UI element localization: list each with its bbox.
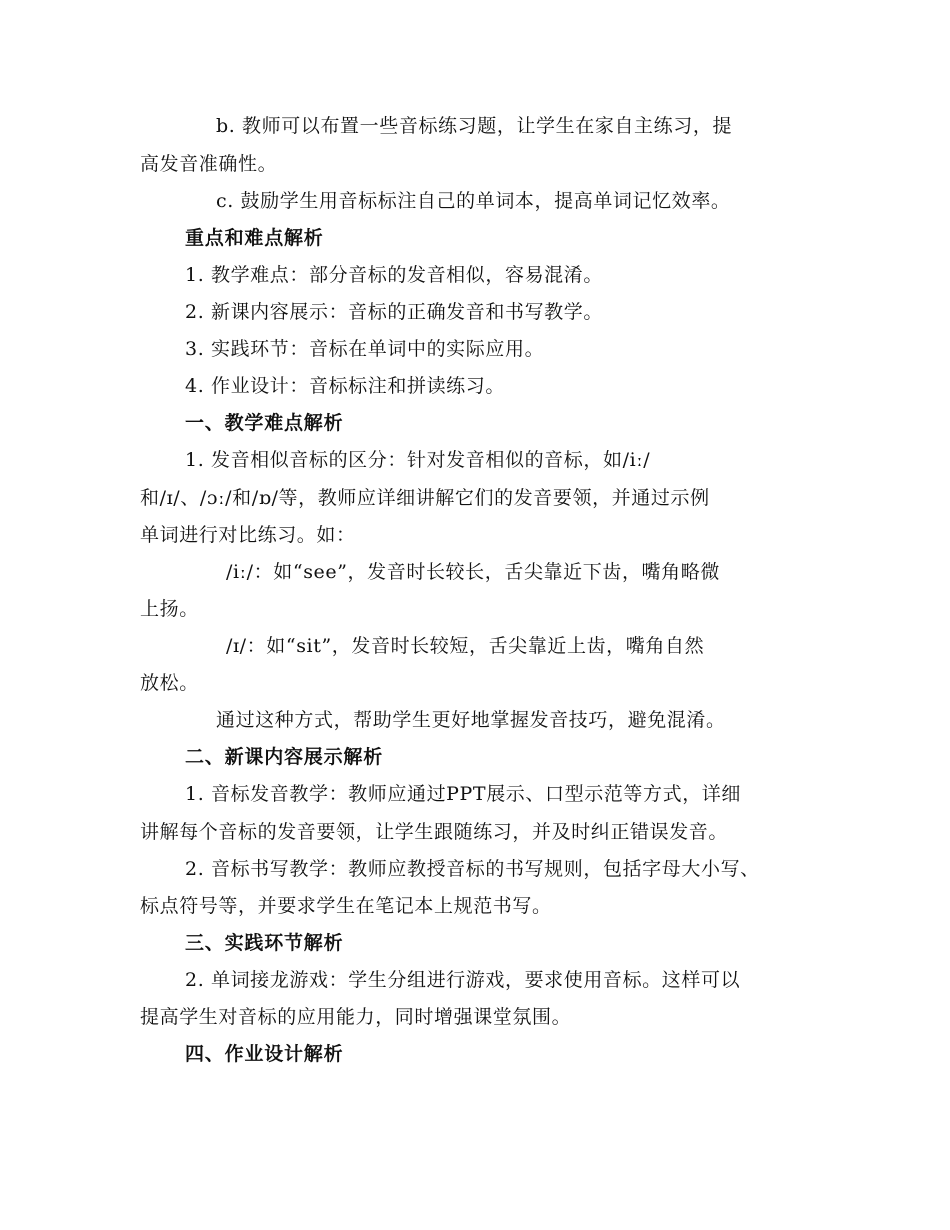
section-2-item-2-line-1: 2. 音标书写教学：教师应教授音标的书写规则，包括字母大小写、 bbox=[185, 858, 760, 880]
section-1-item-1-line-3: 单词进行对比练习。如： bbox=[140, 524, 356, 546]
section-2-item-1-line-2: 讲解每个音标的发音要领，让学生跟随练习，并及时纠正错误发音。 bbox=[140, 821, 729, 843]
section-heading-key-points: 重点和难点解析 bbox=[185, 227, 324, 249]
paragraph-b-line-1: b. 教师可以布置一些音标练习题，让学生在家自主练习，提 bbox=[216, 115, 733, 137]
example-i-line-1: /ɪ/：如“sit”，发音时长较短，舌尖靠近上齿，嘴角自然 bbox=[226, 635, 705, 657]
paragraph-b-line-2: 高发音准确性。 bbox=[140, 153, 278, 175]
example-i-line-2: 放松。 bbox=[140, 672, 199, 694]
section-2-item-2-line-2: 标点符号等，并要求学生在笔记本上规范书写。 bbox=[140, 895, 552, 917]
key-point-2: 2. 新课内容展示：音标的正确发音和书写教学。 bbox=[185, 301, 603, 323]
section-3-item-2-line-2: 提高学生对音标的应用能力，同时增强课堂氛围。 bbox=[140, 1006, 572, 1028]
section-1-item-1-line-1: 1. 发音相似音标的区分：针对发音相似的音标，如/iː/ bbox=[185, 449, 651, 471]
key-point-3: 3. 实践环节：音标在单词中的实际应用。 bbox=[185, 338, 545, 360]
section-heading-1: 一、教学难点解析 bbox=[185, 412, 344, 434]
section-3-item-2-line-1: 2. 单词接龙游戏：学生分组进行游戏，要求使用音标。这样可以 bbox=[185, 969, 741, 991]
key-point-4: 4. 作业设计：音标标注和拼读练习。 bbox=[185, 375, 505, 397]
section-2-item-1-line-1: 1. 音标发音教学：教师应通过PPT展示、口型示范等方式，详细 bbox=[185, 783, 742, 805]
paragraph-c: c. 鼓励学生用音标标注自己的单词本，提高单词记忆效率。 bbox=[216, 190, 731, 212]
section-heading-3: 三、实践环节解析 bbox=[185, 932, 344, 954]
example-ii-line-1: /iː/：如“see”，发音时长较长，舌尖靠近下齿，嘴角略微 bbox=[226, 561, 720, 583]
section-1-item-1-line-2: 和/ɪ/、/ɔː/和/ɒ/等，教师应详细讲解它们的发音要领，并通过示例 bbox=[140, 487, 710, 509]
section-heading-4: 四、作业设计解析 bbox=[185, 1043, 344, 1065]
key-point-1: 1. 教学难点：部分音标的发音相似，容易混淆。 bbox=[185, 264, 603, 286]
section-heading-2: 二、新课内容展示解析 bbox=[185, 746, 384, 768]
section-1-summary: 通过这种方式，帮助学生更好地掌握发音技巧，避免混淆。 bbox=[216, 709, 726, 731]
example-ii-line-2: 上扬。 bbox=[140, 598, 199, 620]
